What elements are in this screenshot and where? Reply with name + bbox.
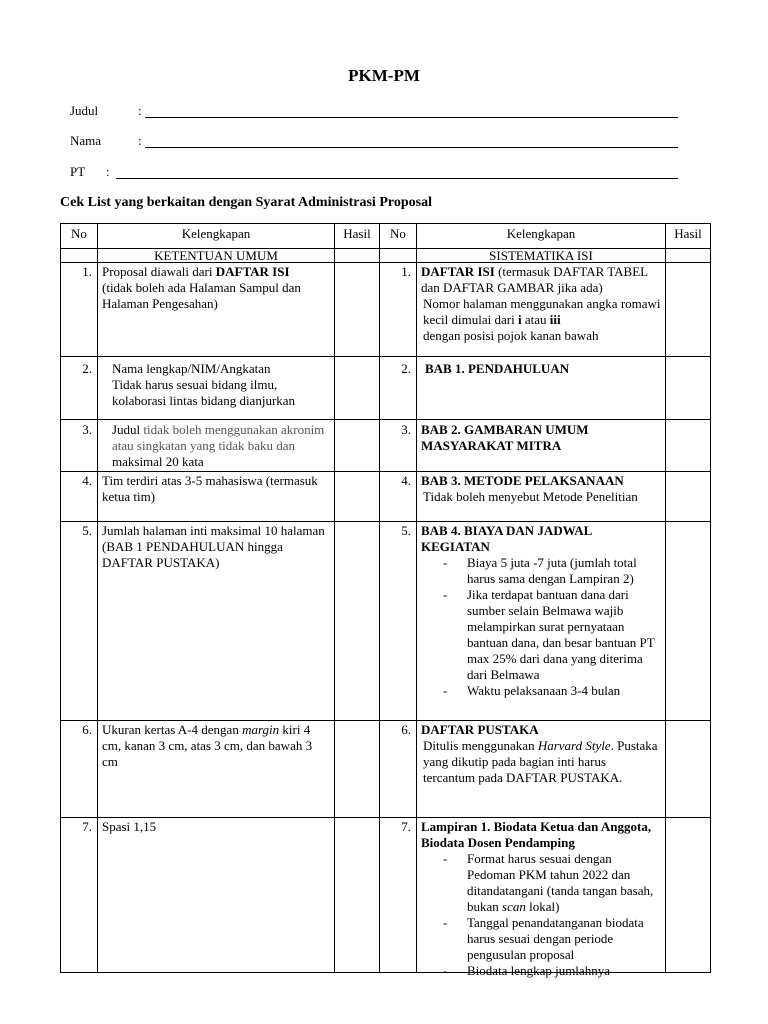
header-hasil-right: Hasil	[666, 224, 711, 249]
table-row	[61, 472, 711, 522]
header-kelengkapan-left: Kelengkapan	[98, 224, 335, 249]
list-item: - Tanggal penandatanganan biodata harus sesuai dengan periode pengusulan proposal	[443, 915, 661, 963]
header-kelengkapan-right: Kelengkapan	[417, 224, 666, 249]
item-text-bold: DAFTAR PUSTAKA	[421, 722, 539, 737]
checklist-heading: Cek List yang berkaitan dengan Syarat Administrasi Proposal	[60, 195, 432, 210]
pt-colon: :	[106, 164, 110, 179]
bullet-list	[421, 555, 661, 699]
section-sistematika-isi: SISTEMATIKA ISI	[417, 249, 666, 263]
hasil-cell[interactable]	[666, 522, 711, 721]
item-subtext: Ditulis menggunakan Harvard Style. Pustaka yang dikutip pada bagian inti harus tercantum pada DAFTAR PUSTAKA.	[423, 738, 658, 785]
section-blank	[380, 249, 417, 263]
hasil-cell[interactable]	[335, 721, 380, 818]
item-text	[98, 522, 335, 721]
item-text-part: Tim terdiri atas 3-5 mahasiswa (termasuk ketua tim)	[102, 473, 318, 504]
list-item: - Biaya 5 juta -7 juta (jumlah total harus sama dengan Lampiran 2)	[443, 555, 661, 587]
table-row	[61, 522, 711, 721]
item-text-part: Nama lengkap/NIM/Angkatan	[112, 361, 271, 376]
pt-label: PT	[70, 164, 86, 179]
judul-label: Judul	[70, 103, 99, 118]
row-number: 1.	[380, 263, 417, 357]
row-number: 7.	[61, 818, 98, 973]
hasil-cell[interactable]	[666, 263, 711, 357]
section-ketentuan-umum: KETENTUAN UMUM	[98, 249, 335, 263]
item-text	[98, 420, 335, 472]
item-text	[417, 472, 666, 522]
item-text	[417, 263, 666, 357]
item-text-part: Proposal diawali dari	[102, 264, 216, 279]
section-blank	[61, 249, 98, 263]
hasil-cell[interactable]	[335, 263, 380, 357]
hasil-cell[interactable]	[335, 357, 380, 420]
item-text	[417, 420, 666, 472]
row-number: 3.	[61, 420, 98, 472]
document-title: PKM-PM	[348, 66, 420, 85]
item-text-bold: BAB 1. PENDAHULUAN	[425, 361, 570, 376]
item-text	[98, 721, 335, 818]
hasil-cell[interactable]	[666, 818, 711, 973]
judul-fill-line[interactable]	[145, 117, 678, 118]
header-no-left: No	[61, 224, 98, 249]
judul-colon: :	[138, 103, 142, 118]
hasil-cell[interactable]	[666, 420, 711, 472]
row-number: 5.	[380, 522, 417, 721]
hasil-cell[interactable]	[335, 420, 380, 472]
section-blank	[335, 249, 380, 263]
item-text-part: maksimal 20 kata	[112, 454, 204, 469]
item-text	[417, 818, 666, 978]
item-text-part: (termasuk DAFTAR TABEL dan DAFTAR GAMBAR jika ada)	[421, 264, 648, 295]
item-text	[98, 818, 335, 973]
item-text-gray: tidak boleh menggunakan akronim atau singkatan yang tidak baku dan	[112, 422, 325, 453]
item-text-part: Ukuran kertas A-4 dengan	[102, 722, 243, 737]
item-text-part: Jumlah halaman inti maksimal 10 halaman (BAB 1 PENDAHULUAN hingga DAFTAR PUSTAKA)	[102, 523, 325, 570]
table-row	[61, 721, 711, 818]
row-number: 2.	[61, 357, 98, 420]
item-text-part: Judul	[112, 422, 141, 437]
item-text-bold: BAB 4. BIAYA DAN JADWAL KEGIATAN	[421, 523, 592, 554]
row-number: 4.	[380, 472, 417, 522]
hasil-cell[interactable]	[335, 472, 380, 522]
table-row	[61, 818, 711, 973]
table-header-row	[61, 224, 711, 249]
item-text-part: Tidak harus sesuai bidang ilmu, kolaborasi lintas bidang dianjurkan	[112, 377, 296, 408]
bullet-list	[421, 851, 661, 979]
item-text	[98, 263, 335, 357]
section-row	[61, 249, 711, 263]
item-text-part: kiri 4 cm, kanan 3 cm, atas 3 cm, dan bawah 3 cm	[102, 722, 313, 769]
nama-fill-line[interactable]	[145, 147, 678, 148]
row-number: 3.	[380, 420, 417, 472]
hasil-cell[interactable]	[335, 522, 380, 721]
item-text-bold: BAB 2. GAMBARAN UMUM MASYARAKAT MITRA	[421, 422, 589, 453]
item-text-part: (tidak boleh ada Halaman Sampul dan Halaman Pengesahan)	[102, 280, 301, 311]
pt-fill-line[interactable]	[116, 178, 678, 179]
item-text	[98, 472, 335, 522]
header-no-right: No	[380, 224, 417, 249]
list-item: - Biodata lengkap jumlahnya	[443, 963, 661, 979]
item-text	[98, 357, 335, 420]
item-text-bold: DAFTAR ISI	[421, 264, 495, 279]
table-row	[61, 357, 711, 420]
item-text	[417, 357, 666, 420]
section-blank	[666, 249, 711, 263]
nama-colon: :	[138, 133, 142, 148]
row-number: 6.	[61, 721, 98, 818]
row-number: 7.	[380, 818, 417, 973]
item-subtext: Tidak boleh menyebut Metode Penelitian	[423, 489, 638, 504]
table-row	[61, 420, 711, 472]
hasil-cell[interactable]	[666, 472, 711, 522]
hasil-cell[interactable]	[666, 721, 711, 818]
nama-label: Nama	[70, 133, 102, 148]
row-number: 5.	[61, 522, 98, 721]
row-number: 1.	[61, 263, 98, 357]
item-text-bold: BAB 3. METODE PELAKSANAAN	[421, 473, 624, 488]
list-item: - Format harus sesuai dengan Pedoman PKM tahun 2022 dan ditandatangani (tanda tangan basah, bukan scan lokal)	[443, 851, 661, 915]
hasil-cell[interactable]	[666, 357, 711, 420]
item-text	[417, 522, 666, 721]
item-text	[417, 721, 666, 818]
list-item: - Waktu pelaksanaan 3-4 bulan	[443, 683, 661, 699]
row-number: 4.	[61, 472, 98, 522]
row-number: 2.	[380, 357, 417, 420]
table-row	[61, 263, 711, 357]
item-text-bold: Lampiran 1. Biodata Ketua dan Anggota, Biodata Dosen Pendamping	[421, 819, 652, 850]
row-number: 6.	[380, 721, 417, 818]
item-text-part: Spasi 1,15	[102, 819, 157, 834]
item-subtext: Nomor halaman menggunakan angka romawi kecil dimulai dari i atau iii dengan posisi pojok kanan bawah	[423, 296, 661, 343]
checklist-table	[60, 223, 711, 978]
header-hasil-left: Hasil	[335, 224, 380, 249]
item-text-bold: DAFTAR ISI	[215, 264, 290, 279]
item-text-italic: margin	[242, 722, 280, 737]
hasil-cell[interactable]	[335, 818, 380, 973]
list-item: - Jika terdapat bantuan dana dari sumber selain Belmawa wajib melampirkan surat pernyataan bantuan dana, dan besar bantuan PT max 25% dari dana yang diterima dari Belmawa	[443, 587, 661, 683]
